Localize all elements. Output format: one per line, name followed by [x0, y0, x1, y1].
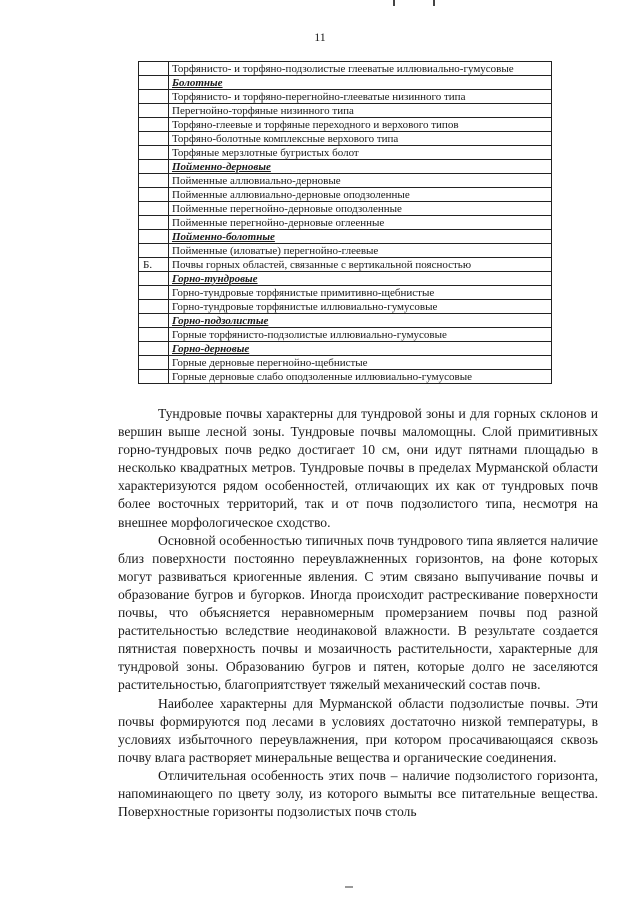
paragraph: Отличительная особенность этих почв – наличие подзолистого горизонта, напоминающего по цвету золу, из которого вымыты все питательные вещества. Поверхностные горизонты подзолистых почв столь	[118, 767, 598, 820]
table-cell-index	[139, 314, 169, 328]
paragraph: Тундровые почвы характерны для тундровой зоны и для горных склонов и вершин выше лесной зоны. Тундровые почвы маломощны. Слой примитивных горно-тундровых почв редко достигает 10 см, они идут пятнами площадью в несколько квадратных метров. Тундровые почвы в пределах Мурманской области характеризуются рядом особенностей, отличающих их как от тундровых почв более восточных территорий, так и от почв подзолистого типа, несмотря на внешнее морфологическое сходство.	[118, 406, 598, 530]
table-row	[139, 244, 552, 258]
table-row	[139, 328, 552, 342]
table-row	[139, 62, 552, 76]
table-cell-text: Горно-тундровые торфянистые иллювиально-гумусовые	[169, 300, 552, 314]
table-body	[139, 62, 552, 384]
table-cell-index	[139, 188, 169, 202]
table-cell-index	[139, 160, 169, 174]
table-row	[139, 370, 552, 384]
table-cell-text: Пойменные (иловатые) перегнойно-глеевые	[169, 244, 552, 258]
table-cell-text: Торфянисто- и торфяно-подзолистые глееватые иллювиально-гумусовые	[169, 62, 552, 76]
table-cell-heading: Пойменно-дерновые	[169, 160, 552, 174]
table-cell-text: Торфяно-глеевые и торфяные переходного и верхового типов	[169, 118, 552, 132]
table-cell-text: Пойменные перегнойно-дерновые оподзоленные	[169, 202, 552, 216]
table-cell-heading: Горно-подзолистые	[169, 314, 552, 328]
table-section-heading-row	[139, 342, 552, 356]
table-cell-text: Пойменные аллювиально-дерновые	[169, 174, 552, 188]
body-text	[118, 405, 598, 821]
table-cell-index	[139, 76, 169, 90]
table-cell-index	[139, 202, 169, 216]
table-row	[139, 202, 552, 216]
scan-mark	[345, 886, 353, 888]
table-cell-index	[139, 216, 169, 230]
table-cell-index	[139, 356, 169, 370]
table-section-heading-row	[139, 160, 552, 174]
table-section-heading-row	[139, 272, 552, 286]
table-row	[139, 118, 552, 132]
table-cell-index	[139, 342, 169, 356]
table-cell-text: Горно-тундровые торфянистые примитивно-щебнистые	[169, 286, 552, 300]
table-row	[139, 258, 552, 272]
soil-classification-table	[138, 61, 552, 384]
table-cell-index	[139, 104, 169, 118]
table-cell-index	[139, 132, 169, 146]
table-cell-index	[139, 174, 169, 188]
table-row	[139, 104, 552, 118]
table-cell-heading: Горно-тундровые	[169, 272, 552, 286]
table-cell-index	[139, 286, 169, 300]
table-cell-heading: Пойменно-болотные	[169, 230, 552, 244]
table-cell-text: Торфяно-болотные комплексные верхового типа	[169, 132, 552, 146]
paragraph: Основной особенностью типичных почв тундрового типа является наличие близ поверхности постоянно переувлажненных горизонтов, на фоне которых могут развиваться криогенные явления. С этим связано выпучивание почвы и образование бугров и бугорков. Иногда происходит растрескивание поверхности почвы, что объясняется неравномерным промерзанием почвы под разной растительностью вследствие неодинаковой влажности. В результате создается пятнистая поверхность почвы и мозаичность растительности, характерные для тундровой зоны. Образованию бугров и пятен, которые долго не заселяются растительностью, благоприятствует тяжелый механический состав почв.	[118, 532, 598, 693]
table-cell-text: Торфяные мерзлотные бугристых болот	[169, 146, 552, 160]
table-row	[139, 174, 552, 188]
table-section-heading-row	[139, 230, 552, 244]
table-cell-index: Б.	[139, 258, 169, 272]
table-cell-text: Пойменные перегнойно-дерновые оглеенные	[169, 216, 552, 230]
table-row	[139, 216, 552, 230]
table-cell-heading: Горно-дерновые	[169, 342, 552, 356]
table-cell-text: Перегнойно-торфяные низинного типа	[169, 104, 552, 118]
table-row	[139, 300, 552, 314]
table-cell-index	[139, 370, 169, 384]
table-cell-text: Горные торфянисто-подзолистые иллювиально-гумусовые	[169, 328, 552, 342]
table-cell-index	[139, 244, 169, 258]
table-cell-index	[139, 328, 169, 342]
table-cell-index	[139, 62, 169, 76]
table-cell-index	[139, 90, 169, 104]
table-row	[139, 188, 552, 202]
paragraph: Наиболее характерны для Мурманской области подзолистые почвы. Эти почвы формируются под лесами в условиях достаточно низкой температуры, в условиях избыточного переувлажнения, при котором просачивающаяся сквозь почву влага растворяет минеральные вещества и органические соединения.	[118, 695, 598, 765]
table-cell-index	[139, 146, 169, 160]
table-cell-text: Горные дерновые перегнойно-щебнистые	[169, 356, 552, 370]
table-cell-text: Горные дерновые слабо оподзоленные иллювиально-гумусовые	[169, 370, 552, 384]
table-section-heading-row	[139, 76, 552, 90]
table-cell-index	[139, 230, 169, 244]
table-section-heading-row	[139, 314, 552, 328]
table-cell-heading: Болотные	[169, 76, 552, 90]
table-row	[139, 146, 552, 160]
table-cell-index	[139, 300, 169, 314]
scan-mark	[433, 0, 435, 6]
table-row	[139, 286, 552, 300]
table-cell-index	[139, 272, 169, 286]
scan-mark	[393, 0, 395, 6]
table-cell-index	[139, 118, 169, 132]
table-cell-text: Пойменные аллювиально-дерновые оподзоленные	[169, 188, 552, 202]
page-number: 11	[314, 30, 326, 44]
table-row	[139, 132, 552, 146]
table-cell-text: Торфянисто- и торфяно-перегнойно-глееватые низинного типа	[169, 90, 552, 104]
table-row	[139, 356, 552, 370]
table-cell-text: Почвы горных областей, связанные с вертикальной поясностью	[169, 258, 552, 272]
table-row	[139, 90, 552, 104]
